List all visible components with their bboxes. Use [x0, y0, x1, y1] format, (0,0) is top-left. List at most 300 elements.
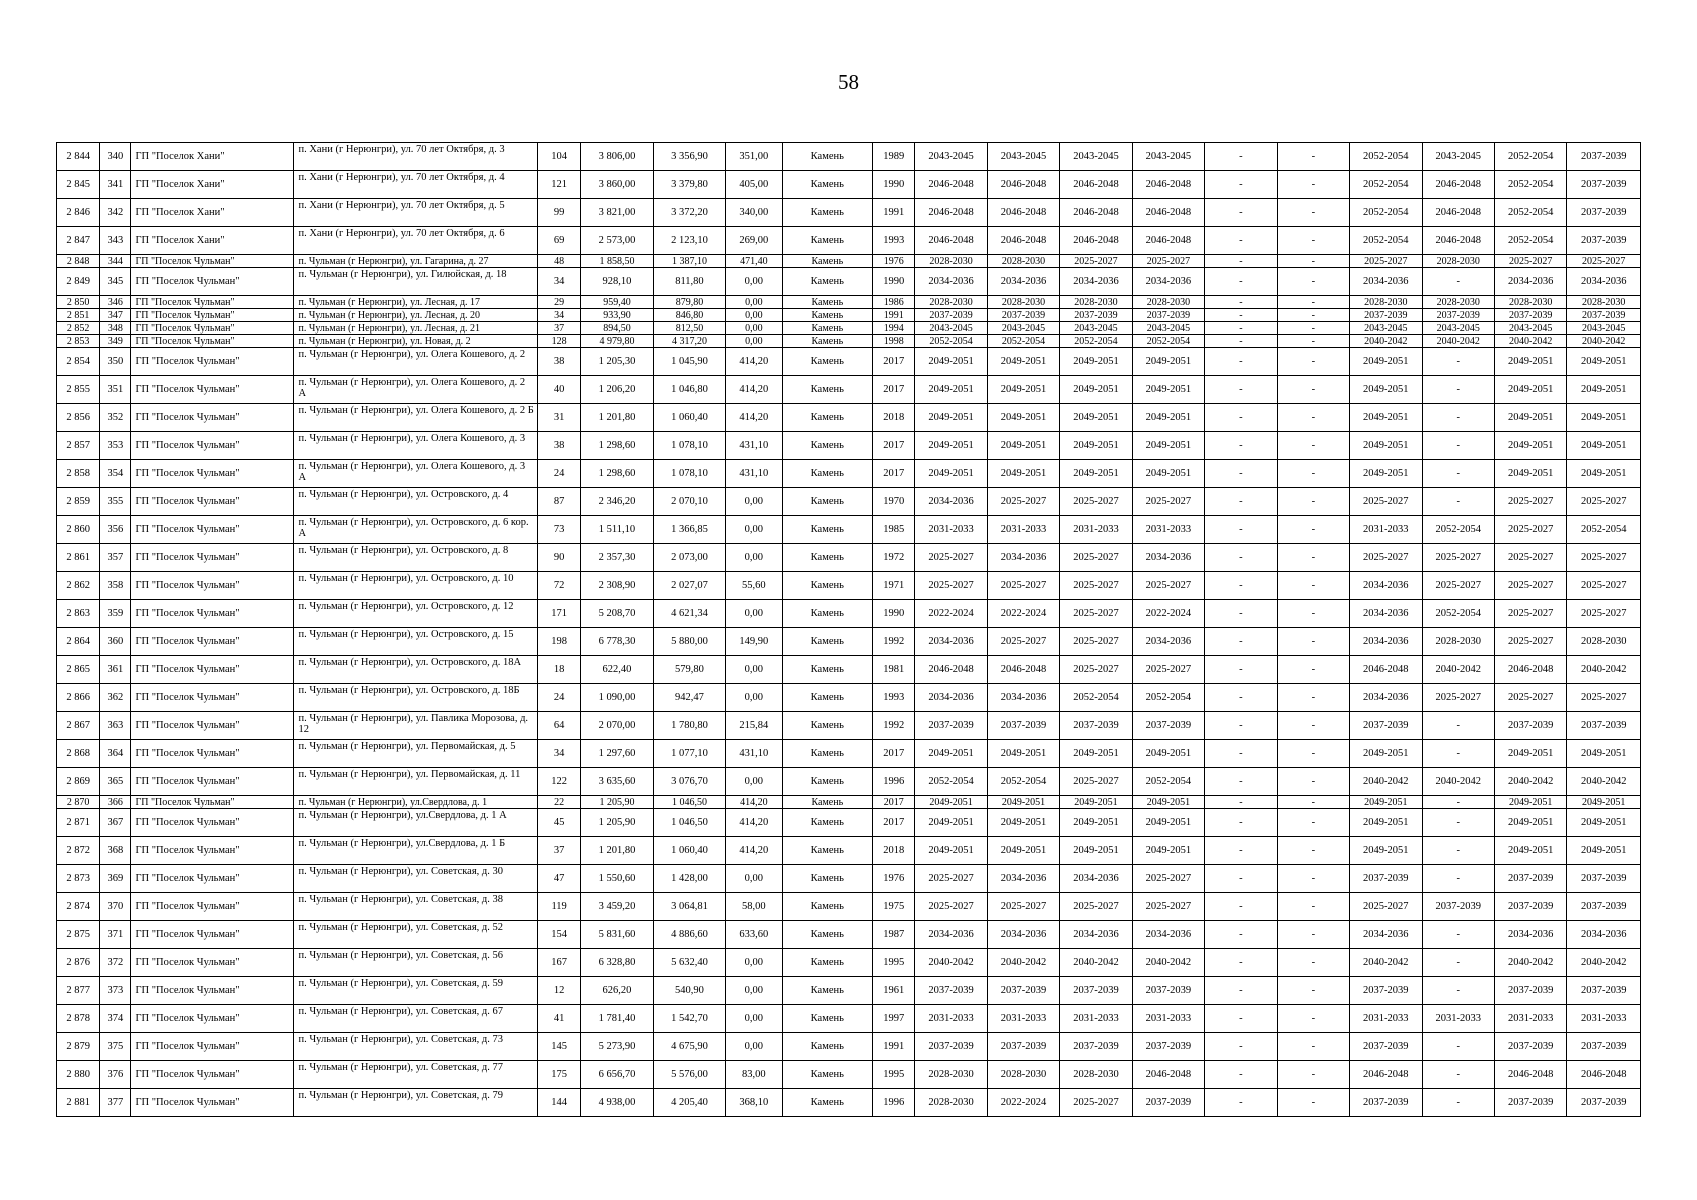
- cell-period-cold-water: 2049-2051: [1494, 740, 1566, 768]
- cell-row-number: 2 861: [57, 544, 100, 572]
- table-row: [57, 1005, 1641, 1033]
- cell-address: п. Чульман (г Нерюнгри), ул. Советская, д. 73: [294, 1033, 538, 1061]
- cell-period-cold-water: 2037-2039: [1494, 1033, 1566, 1061]
- cell-period-elevator-shaft: -: [1277, 296, 1349, 309]
- cell-period-roof: 2049-2051: [915, 432, 987, 460]
- cell-wall-material: Камень: [782, 432, 873, 460]
- cell-municipality: ГП "Поселок Чульман": [131, 1089, 294, 1117]
- cell-house-number: 341: [100, 171, 131, 199]
- cell-nonresidential-area: 0,00: [726, 977, 782, 1005]
- cell-address: п. Чульман (г Нерюнгри), ул. Островского, д. 12: [294, 600, 538, 628]
- cell-period-roof: 2037-2039: [915, 309, 987, 322]
- cell-period-electric: 2034-2036: [1132, 921, 1204, 949]
- cell-municipality: ГП "Поселок Чульман": [131, 893, 294, 921]
- cell-period-heating: 2043-2045: [1350, 322, 1422, 335]
- cell-residents: 175: [538, 1061, 581, 1089]
- cell-period-foundation: 2043-2045: [1060, 322, 1132, 335]
- cell-period-facade: 2028-2030: [987, 255, 1059, 268]
- cell-period-electric: 2052-2054: [1132, 768, 1204, 796]
- cell-year-built: 1993: [873, 684, 915, 712]
- cell-residents: 198: [538, 628, 581, 656]
- cell-period-sewerage: 2040-2042: [1567, 656, 1641, 684]
- cell-municipality: ГП "Поселок Чульман": [131, 1033, 294, 1061]
- cell-year-built: 1992: [873, 712, 915, 740]
- cell-period-foundation: 2031-2033: [1060, 1005, 1132, 1033]
- cell-nonresidential-area: 414,20: [726, 348, 782, 376]
- cell-period-roof: 2046-2048: [915, 171, 987, 199]
- cell-period-foundation: 2034-2036: [1060, 865, 1132, 893]
- cell-period-roof: 2022-2024: [915, 600, 987, 628]
- cell-residents: 48: [538, 255, 581, 268]
- cell-living-area: 3 064,81: [653, 893, 725, 921]
- table-row: [57, 865, 1641, 893]
- cell-living-area: 846,80: [653, 309, 725, 322]
- cell-period-facade: 2052-2054: [987, 335, 1059, 348]
- cell-wall-material: Камень: [782, 335, 873, 348]
- cell-period-elevator-shaft: -: [1277, 600, 1349, 628]
- cell-row-number: 2 858: [57, 460, 100, 488]
- cell-period-electric: 2052-2054: [1132, 335, 1204, 348]
- cell-total-area: 6 328,80: [581, 949, 653, 977]
- cell-row-number: 2 870: [57, 796, 100, 809]
- table-row: [57, 656, 1641, 684]
- cell-period-sewerage: 2034-2036: [1567, 268, 1641, 296]
- cell-nonresidential-area: 0,00: [726, 544, 782, 572]
- cell-period-hot-water: 2052-2054: [1422, 600, 1494, 628]
- cell-period-roof: 2037-2039: [915, 1033, 987, 1061]
- cell-municipality: ГП "Поселок Чульман": [131, 268, 294, 296]
- cell-period-cold-water: 2025-2027: [1494, 600, 1566, 628]
- cell-period-facade: 2046-2048: [987, 199, 1059, 227]
- cell-wall-material: Камень: [782, 768, 873, 796]
- cell-period-cold-water: 2049-2051: [1494, 376, 1566, 404]
- cell-address: п. Чульман (г Нерюнгри), ул. Олега Кошевого, д. 2: [294, 348, 538, 376]
- cell-address: п. Чульман (г Нерюнгри), ул. Островского, д. 6 кор. А: [294, 516, 538, 544]
- cell-municipality: ГП "Поселок Хани": [131, 171, 294, 199]
- cell-period-hot-water: -: [1422, 1033, 1494, 1061]
- cell-period-sewerage: 2049-2051: [1567, 740, 1641, 768]
- table-row: [57, 335, 1641, 348]
- cell-period-facade: 2049-2051: [987, 432, 1059, 460]
- cell-period-roof: 2028-2030: [915, 255, 987, 268]
- cell-year-built: 1997: [873, 1005, 915, 1033]
- cell-period-foundation: 2046-2048: [1060, 227, 1132, 255]
- cell-municipality: ГП "Поселок Чульман": [131, 322, 294, 335]
- cell-year-built: 2017: [873, 460, 915, 488]
- cell-period-cold-water: 2037-2039: [1494, 893, 1566, 921]
- cell-period-elevator: -: [1205, 1061, 1277, 1089]
- cell-period-heating: 2034-2036: [1350, 684, 1422, 712]
- cell-municipality: ГП "Поселок Чульман": [131, 768, 294, 796]
- table-row: [57, 268, 1641, 296]
- cell-period-electric: 2049-2051: [1132, 376, 1204, 404]
- cell-nonresidential-area: 269,00: [726, 227, 782, 255]
- cell-year-built: 1990: [873, 171, 915, 199]
- cell-row-number: 2 876: [57, 949, 100, 977]
- cell-period-cold-water: 2046-2048: [1494, 656, 1566, 684]
- cell-nonresidential-area: 414,20: [726, 376, 782, 404]
- cell-period-cold-water: 2028-2030: [1494, 296, 1566, 309]
- cell-municipality: ГП "Поселок Чульман": [131, 977, 294, 1005]
- cell-period-elevator-shaft: -: [1277, 404, 1349, 432]
- cell-living-area: 5 880,00: [653, 628, 725, 656]
- cell-municipality: ГП "Поселок Чульман": [131, 516, 294, 544]
- cell-period-sewerage: 2037-2039: [1567, 893, 1641, 921]
- cell-period-elevator-shaft: -: [1277, 171, 1349, 199]
- cell-total-area: 4 979,80: [581, 335, 653, 348]
- cell-residents: 87: [538, 488, 581, 516]
- cell-house-number: 355: [100, 488, 131, 516]
- cell-wall-material: Камень: [782, 309, 873, 322]
- cell-period-elevator-shaft: -: [1277, 837, 1349, 865]
- cell-period-elevator: -: [1205, 768, 1277, 796]
- cell-period-sewerage: 2040-2042: [1567, 335, 1641, 348]
- cell-municipality: ГП "Поселок Чульман": [131, 335, 294, 348]
- cell-period-roof: 2049-2051: [915, 460, 987, 488]
- cell-period-elevator-shaft: -: [1277, 268, 1349, 296]
- cell-period-electric: 2028-2030: [1132, 296, 1204, 309]
- table-row: [57, 227, 1641, 255]
- cell-municipality: ГП "Поселок Чульман": [131, 309, 294, 322]
- cell-period-cold-water: 2031-2033: [1494, 1005, 1566, 1033]
- cell-year-built: 1996: [873, 768, 915, 796]
- cell-period-roof: 2049-2051: [915, 348, 987, 376]
- cell-municipality: ГП "Поселок Чульман": [131, 865, 294, 893]
- cell-living-area: 1 428,00: [653, 865, 725, 893]
- cell-period-foundation: 2025-2027: [1060, 600, 1132, 628]
- cell-living-area: 1 078,10: [653, 432, 725, 460]
- cell-living-area: 5 576,00: [653, 1061, 725, 1089]
- cell-period-sewerage: 2028-2030: [1567, 296, 1641, 309]
- cell-living-area: 1 542,70: [653, 1005, 725, 1033]
- cell-municipality: ГП "Поселок Чульман": [131, 600, 294, 628]
- cell-nonresidential-area: 0,00: [726, 488, 782, 516]
- cell-period-elevator: -: [1205, 171, 1277, 199]
- cell-period-sewerage: 2028-2030: [1567, 628, 1641, 656]
- cell-total-area: 622,40: [581, 656, 653, 684]
- cell-municipality: ГП "Поселок Чульман": [131, 1005, 294, 1033]
- cell-period-elevator: -: [1205, 921, 1277, 949]
- cell-living-area: 2 123,10: [653, 227, 725, 255]
- cell-address: п. Чульман (г Нерюнгри), ул. Олега Кошевого, д. 3 А: [294, 460, 538, 488]
- cell-period-elevator-shaft: -: [1277, 768, 1349, 796]
- cell-residents: 121: [538, 171, 581, 199]
- table-row: [57, 572, 1641, 600]
- cell-wall-material: Камень: [782, 600, 873, 628]
- cell-address: п. Чульман (г Нерюнгри), ул. Островского, д. 18А: [294, 656, 538, 684]
- cell-period-hot-water: 2028-2030: [1422, 255, 1494, 268]
- cell-period-hot-water: -: [1422, 949, 1494, 977]
- table-row: [57, 768, 1641, 796]
- cell-house-number: 371: [100, 921, 131, 949]
- cell-total-area: 2 308,90: [581, 572, 653, 600]
- cell-residents: 99: [538, 199, 581, 227]
- cell-period-roof: 2049-2051: [915, 404, 987, 432]
- cell-period-hot-water: 2025-2027: [1422, 572, 1494, 600]
- cell-address: п. Чульман (г Нерюнгри), ул. Советская, д. 67: [294, 1005, 538, 1033]
- cell-address: п. Чульман (г Нерюнгри), ул. Островского, д. 15: [294, 628, 538, 656]
- cell-period-cold-water: 2046-2048: [1494, 1061, 1566, 1089]
- cell-period-facade: 2046-2048: [987, 656, 1059, 684]
- cell-residents: 104: [538, 143, 581, 171]
- cell-period-electric: 2031-2033: [1132, 516, 1204, 544]
- cell-row-number: 2 869: [57, 768, 100, 796]
- cell-period-heating: 2034-2036: [1350, 572, 1422, 600]
- cell-year-built: 1961: [873, 977, 915, 1005]
- cell-year-built: 2017: [873, 376, 915, 404]
- cell-address: п. Хани (г Нерюнгри), ул. 70 лет Октября, д. 6: [294, 227, 538, 255]
- cell-living-area: 2 073,00: [653, 544, 725, 572]
- cell-period-sewerage: 2031-2033: [1567, 1005, 1641, 1033]
- table-row: [57, 143, 1641, 171]
- cell-period-facade: 2049-2051: [987, 837, 1059, 865]
- cell-residents: 144: [538, 1089, 581, 1117]
- cell-living-area: 1 046,50: [653, 796, 725, 809]
- cell-address: п. Чульман (г Нерюнгри), ул.Свердлова, д. 1 А: [294, 809, 538, 837]
- cell-living-area: 3 372,20: [653, 199, 725, 227]
- cell-address: п. Чульман (г Нерюнгри), ул. Олега Кошевого, д. 2 Б: [294, 404, 538, 432]
- cell-total-area: 1 205,90: [581, 796, 653, 809]
- cell-period-roof: 2028-2030: [915, 296, 987, 309]
- cell-period-roof: 2043-2045: [915, 143, 987, 171]
- cell-period-cold-water: 2052-2054: [1494, 199, 1566, 227]
- cell-period-hot-water: -: [1422, 796, 1494, 809]
- cell-period-foundation: 2049-2051: [1060, 809, 1132, 837]
- cell-period-roof: 2034-2036: [915, 488, 987, 516]
- cell-year-built: 1993: [873, 227, 915, 255]
- cell-period-heating: 2037-2039: [1350, 309, 1422, 322]
- cell-period-facade: 2037-2039: [987, 309, 1059, 322]
- cell-period-electric: 2037-2039: [1132, 977, 1204, 1005]
- cell-year-built: 1976: [873, 865, 915, 893]
- cell-residents: 119: [538, 893, 581, 921]
- cell-period-cold-water: 2034-2036: [1494, 268, 1566, 296]
- cell-period-elevator: -: [1205, 600, 1277, 628]
- cell-wall-material: Камень: [782, 1005, 873, 1033]
- cell-period-heating: 2025-2027: [1350, 893, 1422, 921]
- cell-row-number: 2 853: [57, 335, 100, 348]
- cell-period-hot-water: 2025-2027: [1422, 684, 1494, 712]
- table-row: [57, 600, 1641, 628]
- cell-period-heating: 2052-2054: [1350, 143, 1422, 171]
- cell-period-elevator: -: [1205, 809, 1277, 837]
- cell-total-area: 6 656,70: [581, 1061, 653, 1089]
- cell-period-heating: 2049-2051: [1350, 740, 1422, 768]
- cell-wall-material: Камень: [782, 656, 873, 684]
- cell-period-foundation: 2034-2036: [1060, 921, 1132, 949]
- cell-nonresidential-area: 340,00: [726, 199, 782, 227]
- cell-period-roof: 2046-2048: [915, 656, 987, 684]
- cell-house-number: 350: [100, 348, 131, 376]
- cell-period-heating: 2049-2051: [1350, 376, 1422, 404]
- cell-residents: 18: [538, 656, 581, 684]
- cell-living-area: 1 046,80: [653, 376, 725, 404]
- cell-residents: 122: [538, 768, 581, 796]
- cell-year-built: 1987: [873, 921, 915, 949]
- cell-total-area: 3 860,00: [581, 171, 653, 199]
- cell-period-foundation: 2049-2051: [1060, 376, 1132, 404]
- cell-year-built: 1998: [873, 335, 915, 348]
- cell-period-elevator: -: [1205, 977, 1277, 1005]
- cell-address: п. Чульман (г Нерюнгри), ул. Советская, д. 59: [294, 977, 538, 1005]
- cell-period-hot-water: -: [1422, 740, 1494, 768]
- cell-house-number: 365: [100, 768, 131, 796]
- cell-year-built: 1990: [873, 268, 915, 296]
- cell-total-area: 3 635,60: [581, 768, 653, 796]
- cell-wall-material: Камень: [782, 255, 873, 268]
- cell-living-area: 3 076,70: [653, 768, 725, 796]
- cell-period-roof: 2049-2051: [915, 796, 987, 809]
- cell-period-facade: 2031-2033: [987, 1005, 1059, 1033]
- cell-period-cold-water: 2037-2039: [1494, 865, 1566, 893]
- cell-period-heating: 2025-2027: [1350, 488, 1422, 516]
- cell-row-number: 2 878: [57, 1005, 100, 1033]
- cell-period-sewerage: 2025-2027: [1567, 684, 1641, 712]
- cell-period-elevator: -: [1205, 656, 1277, 684]
- cell-period-elevator: -: [1205, 516, 1277, 544]
- cell-period-sewerage: 2049-2051: [1567, 348, 1641, 376]
- cell-period-heating: 2037-2039: [1350, 865, 1422, 893]
- cell-nonresidential-area: 0,00: [726, 516, 782, 544]
- cell-period-elevator: -: [1205, 796, 1277, 809]
- cell-period-elevator-shaft: -: [1277, 656, 1349, 684]
- cell-period-cold-water: 2049-2051: [1494, 837, 1566, 865]
- table-row: [57, 404, 1641, 432]
- cell-nonresidential-area: 0,00: [726, 949, 782, 977]
- cell-period-electric: 2052-2054: [1132, 684, 1204, 712]
- cell-nonresidential-area: 215,84: [726, 712, 782, 740]
- cell-wall-material: Камень: [782, 488, 873, 516]
- cell-house-number: 349: [100, 335, 131, 348]
- cell-address: п. Хани (г Нерюнгри), ул. 70 лет Октября, д. 5: [294, 199, 538, 227]
- cell-period-facade: 2028-2030: [987, 1061, 1059, 1089]
- cell-year-built: 1991: [873, 199, 915, 227]
- cell-period-facade: 2034-2036: [987, 544, 1059, 572]
- table-row: [57, 199, 1641, 227]
- cell-period-hot-water: 2037-2039: [1422, 893, 1494, 921]
- cell-period-cold-water: 2034-2036: [1494, 921, 1566, 949]
- cell-year-built: 1985: [873, 516, 915, 544]
- cell-total-area: 5 831,60: [581, 921, 653, 949]
- cell-period-hot-water: -: [1422, 1061, 1494, 1089]
- cell-wall-material: Камень: [782, 977, 873, 1005]
- cell-total-area: 626,20: [581, 977, 653, 1005]
- cell-period-foundation: 2037-2039: [1060, 977, 1132, 1005]
- cell-wall-material: Камень: [782, 404, 873, 432]
- cell-total-area: 1 205,30: [581, 348, 653, 376]
- cell-period-electric: 2037-2039: [1132, 1089, 1204, 1117]
- cell-house-number: 361: [100, 656, 131, 684]
- cell-period-foundation: 2025-2027: [1060, 544, 1132, 572]
- cell-residents: 154: [538, 921, 581, 949]
- cell-living-area: 5 632,40: [653, 949, 725, 977]
- cell-period-elevator-shaft: -: [1277, 628, 1349, 656]
- cell-nonresidential-area: 0,00: [726, 322, 782, 335]
- cell-house-number: 358: [100, 572, 131, 600]
- cell-period-hot-water: 2028-2030: [1422, 296, 1494, 309]
- cell-total-area: 1 201,80: [581, 404, 653, 432]
- cell-year-built: 1981: [873, 656, 915, 684]
- cell-period-foundation: 2025-2027: [1060, 572, 1132, 600]
- cell-period-elevator-shaft: -: [1277, 865, 1349, 893]
- cell-period-elevator-shaft: -: [1277, 322, 1349, 335]
- cell-period-hot-water: 2046-2048: [1422, 199, 1494, 227]
- cell-living-area: 1 045,90: [653, 348, 725, 376]
- cell-address: п. Чульман (г Нерюнгри), ул. Советская, д. 38: [294, 893, 538, 921]
- cell-period-elevator-shaft: -: [1277, 809, 1349, 837]
- cell-row-number: 2 851: [57, 309, 100, 322]
- cell-period-facade: 2037-2039: [987, 1033, 1059, 1061]
- cell-period-hot-water: -: [1422, 712, 1494, 740]
- cell-house-number: 366: [100, 796, 131, 809]
- cell-row-number: 2 846: [57, 199, 100, 227]
- cell-wall-material: Камень: [782, 348, 873, 376]
- cell-address: п. Чульман (г Нерюнгри), ул. Советская, д. 77: [294, 1061, 538, 1089]
- cell-period-foundation: 2052-2054: [1060, 335, 1132, 348]
- cell-wall-material: Камень: [782, 1089, 873, 1117]
- cell-period-roof: 2034-2036: [915, 921, 987, 949]
- cell-wall-material: Камень: [782, 1033, 873, 1061]
- cell-residents: 73: [538, 516, 581, 544]
- table-row: [57, 740, 1641, 768]
- cell-nonresidential-area: 0,00: [726, 335, 782, 348]
- cell-address: п. Чульман (г Нерюнгри), ул. Павлика Морозова, д. 12: [294, 712, 538, 740]
- cell-period-foundation: 2025-2027: [1060, 628, 1132, 656]
- cell-period-electric: 2049-2051: [1132, 809, 1204, 837]
- table-row: [57, 796, 1641, 809]
- cell-house-number: 353: [100, 432, 131, 460]
- cell-nonresidential-area: 414,20: [726, 796, 782, 809]
- cell-period-roof: 2025-2027: [915, 544, 987, 572]
- cell-residents: 24: [538, 684, 581, 712]
- cell-nonresidential-area: 351,00: [726, 143, 782, 171]
- cell-wall-material: Камень: [782, 893, 873, 921]
- cell-period-elevator: -: [1205, 1089, 1277, 1117]
- cell-municipality: ГП "Поселок Чульман": [131, 712, 294, 740]
- cell-house-number: 364: [100, 740, 131, 768]
- cell-residents: 12: [538, 977, 581, 1005]
- cell-house-number: 345: [100, 268, 131, 296]
- cell-year-built: 1972: [873, 544, 915, 572]
- cell-period-hot-water: 2031-2033: [1422, 1005, 1494, 1033]
- cell-nonresidential-area: 0,00: [726, 1005, 782, 1033]
- cell-year-built: 2018: [873, 404, 915, 432]
- cell-year-built: 1995: [873, 949, 915, 977]
- cell-address: п. Чульман (г Нерюнгри), ул. Островского, д. 8: [294, 544, 538, 572]
- cell-period-foundation: 2049-2051: [1060, 837, 1132, 865]
- table-row: [57, 376, 1641, 404]
- cell-period-cold-water: 2049-2051: [1494, 809, 1566, 837]
- cell-living-area: 3 356,90: [653, 143, 725, 171]
- cell-period-electric: 2034-2036: [1132, 628, 1204, 656]
- cell-house-number: 367: [100, 809, 131, 837]
- cell-period-electric: 2034-2036: [1132, 268, 1204, 296]
- cell-nonresidential-area: 149,90: [726, 628, 782, 656]
- cell-period-elevator: -: [1205, 296, 1277, 309]
- cell-period-sewerage: 2037-2039: [1567, 1033, 1641, 1061]
- cell-period-foundation: 2037-2039: [1060, 1033, 1132, 1061]
- cell-living-area: 942,47: [653, 684, 725, 712]
- cell-address: п. Хани (г Нерюнгри), ул. 70 лет Октября, д. 3: [294, 143, 538, 171]
- cell-period-cold-water: 2025-2027: [1494, 628, 1566, 656]
- cell-period-foundation: 2049-2051: [1060, 404, 1132, 432]
- cell-residents: 45: [538, 809, 581, 837]
- table-row: [57, 460, 1641, 488]
- cell-period-foundation: 2049-2051: [1060, 460, 1132, 488]
- cell-period-electric: 2046-2048: [1132, 171, 1204, 199]
- cell-period-elevator-shaft: -: [1277, 309, 1349, 322]
- cell-period-elevator: -: [1205, 227, 1277, 255]
